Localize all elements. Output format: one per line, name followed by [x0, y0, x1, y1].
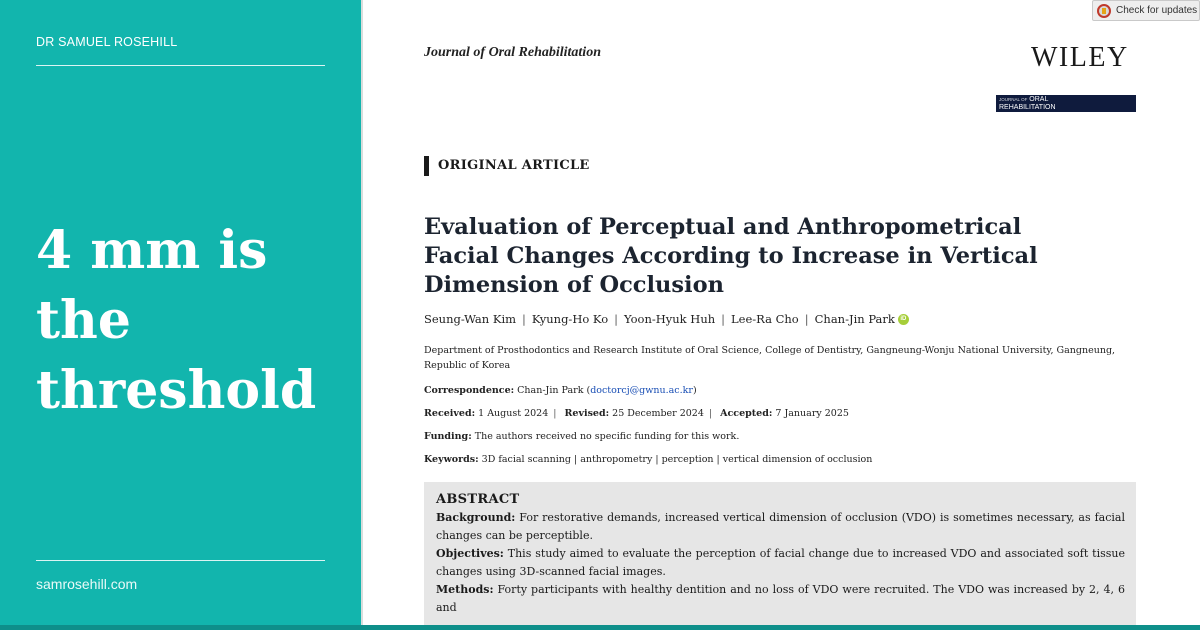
correspondence: Correspondence: Chan-Jin Park (doctorcj@gwnu.ac.kr): [424, 385, 697, 396]
abstract-heading: ABSTRACT: [436, 492, 520, 507]
email-link[interactable]: doctorcj@gwnu.ac.kr: [590, 385, 693, 396]
check-for-updates-label: Check for updates: [1116, 5, 1198, 16]
affiliation: Department of Prosthodontics and Research Institute of Oral Science, College of Dentistry, Gangneung-Wonju National University, Gangneung, Republic of Korea: [424, 345, 1116, 371]
funding: Funding: The authors received no specific funding for this work.: [424, 431, 740, 442]
publisher-logo: WILEY: [1031, 42, 1129, 73]
author[interactable]: Kyung-Ho Ko: [531, 312, 609, 326]
journal-name: Journal of Oral Rehabilitation: [424, 45, 601, 60]
author[interactable]: Seung-Wan Kim: [424, 312, 517, 326]
article-dates: Received: 1 August 2024 | Revised: 25 December 2024 | Accepted: 7 January 2025: [424, 408, 849, 419]
website-url[interactable]: samrosehill.com: [36, 576, 138, 592]
article-type: ORIGINAL ARTICLE: [424, 156, 590, 176]
abstract-box: [424, 482, 1136, 625]
headline: [36, 216, 346, 426]
orcid-icon[interactable]: iD: [898, 314, 909, 325]
teal-panel: [0, 0, 361, 630]
badge-line-1: ORAL: [1029, 96, 1049, 103]
headline-line-1: 4 mm is: [36, 220, 268, 281]
headline-line-3: threshold: [36, 360, 317, 421]
author-list: Seung-Wan Kim | Kyung-Ho Ko | Yoon-Hyuk Huh | Lee-Ra Cho | Chan-Jin Park iD: [424, 312, 909, 326]
author[interactable]: Chan-Jin Park: [814, 312, 895, 326]
keywords: Keywords: 3D facial scanning | anthropometry | perception | vertical dimension of occlusion: [424, 454, 873, 465]
top-divider: [36, 65, 325, 66]
headline-line-2: the: [36, 290, 131, 351]
bottom-accent-bar: [0, 625, 1200, 630]
check-for-updates-button[interactable]: [1092, 0, 1200, 21]
author[interactable]: Yoon-Hyuk Huh: [624, 312, 716, 326]
author-name: DR SAMUEL ROSEHILL: [36, 35, 178, 49]
crossmark-icon: [1097, 4, 1111, 18]
abstract-background: Background: For restorative demands, increased vertical dimension of occlusion (VDO) is sometimes necessary, as facial changes can be perceptible.: [436, 511, 1125, 542]
article-title: Evaluation of Perceptual and Anthropometrical Facial Changes According to Increase in Vertical Dimension of Occlusion: [424, 214, 1038, 298]
badge-line-2: REHABILITATION: [999, 103, 1056, 111]
journal-badge: [996, 95, 1136, 112]
paper-preview: [363, 0, 1200, 625]
bottom-divider: [36, 560, 325, 561]
author[interactable]: Lee-Ra Cho: [731, 312, 799, 326]
abstract-methods: Methods: Forty participants with healthy dentition and no loss of VDO were recruited. The VDO was increased by 2, 4, 6 and: [436, 583, 1125, 614]
abstract-objectives: Objectives: This study aimed to evaluate the perception of facial change due to increased VDO and associated soft tissue changes using 3D-scanned facial images.: [436, 547, 1125, 578]
badge-small-text: JOURNAL OF: [999, 97, 1028, 102]
